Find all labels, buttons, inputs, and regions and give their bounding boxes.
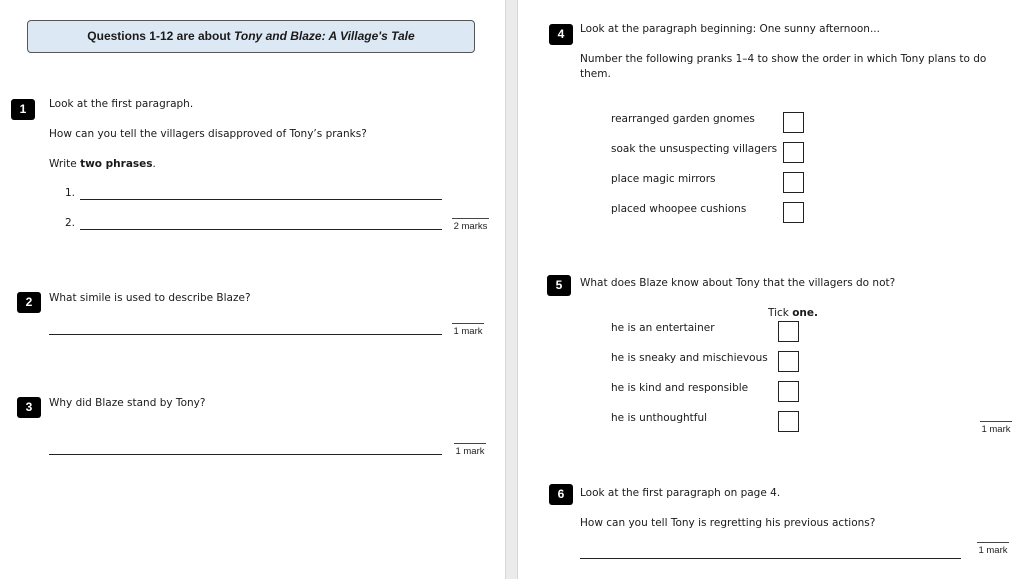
q4-option-1: rearranged garden gnomes	[611, 113, 755, 125]
q2-marks: 1 mark	[452, 323, 484, 337]
q1-marks: 2 marks	[452, 218, 489, 232]
left-page	[0, 0, 505, 579]
question-number-4: 4	[549, 24, 573, 45]
q1-answer-line-1[interactable]	[80, 199, 442, 200]
q4-order-box-1[interactable]	[783, 112, 804, 133]
q3-question: Why did Blaze stand by Tony?	[49, 397, 206, 409]
q1-instr-bold: two phrases	[80, 158, 153, 170]
q4-order-box-2[interactable]	[783, 142, 804, 163]
q3-answer-line[interactable]	[49, 454, 442, 455]
q1-line-label-2: 2.	[65, 217, 76, 229]
q5-tick-box-3[interactable]	[778, 381, 799, 402]
question-number-2: 2	[17, 292, 41, 313]
q5-tick-pre: Tick	[768, 307, 793, 319]
q5-tick-bold: one.	[792, 307, 819, 319]
q4-option-4: placed whoopee cushions	[611, 203, 747, 215]
q1-instruction	[49, 158, 156, 170]
q4-prompt: Look at the paragraph beginning: One sunny afternoon...	[580, 23, 880, 35]
q2-question: What simile is used to describe Blaze?	[49, 292, 251, 304]
q1-question: How can you tell the villagers disapproved of Tony’s pranks?	[49, 128, 367, 140]
q5-tick-box-2[interactable]	[778, 351, 799, 372]
q4-order-box-3[interactable]	[783, 172, 804, 193]
q5-marks: 1 mark	[980, 421, 1012, 435]
q1-answer-line-2[interactable]	[80, 229, 442, 230]
question-number-6: 6	[549, 484, 573, 505]
q4-option-2: soak the unsuspecting villagers	[611, 143, 778, 155]
q2-answer-line[interactable]	[49, 334, 442, 335]
q4-order-box-4[interactable]	[783, 202, 804, 223]
right-page	[518, 0, 1032, 579]
q4-instruction-line-2: them.	[580, 68, 611, 80]
q5-tick-box-4[interactable]	[778, 411, 799, 432]
question-number-5: 5	[547, 275, 571, 296]
q6-prompt: Look at the first paragraph on page 4.	[580, 487, 781, 499]
q1-instr-post: .	[152, 158, 156, 170]
section-header	[27, 20, 475, 53]
q4-option-3: place magic mirrors	[611, 173, 716, 185]
header-prefix: Questions 1-12 are about	[87, 29, 235, 43]
q6-question: How can you tell Tony is regretting his previous actions?	[580, 517, 876, 529]
q1-line-label-1: 1.	[65, 187, 76, 199]
page-gutter	[505, 0, 518, 579]
q5-option-3: he is kind and responsible	[611, 382, 749, 394]
header-title: Tony and Blaze: A Village's Tale	[234, 29, 415, 43]
q1-instr-pre: Write	[49, 158, 81, 170]
q5-tick-instruction	[768, 307, 818, 319]
q6-answer-line[interactable]	[580, 558, 961, 559]
q5-question: What does Blaze know about Tony that the villagers do not?	[580, 277, 896, 289]
question-number-1: 1	[11, 99, 35, 120]
q3-marks: 1 mark	[454, 443, 486, 457]
q4-instruction-line-1: Number the following pranks 1–4 to show the order in which Tony plans to do	[580, 53, 987, 65]
q5-option-1: he is an entertainer	[611, 322, 715, 334]
question-number-3: 3	[17, 397, 41, 418]
q5-option-4: he is unthoughtful	[611, 412, 708, 424]
q6-marks: 1 mark	[977, 542, 1009, 556]
q5-option-2: he is sneaky and mischievous	[611, 352, 768, 364]
q5-tick-box-1[interactable]	[778, 321, 799, 342]
q1-prompt: Look at the first paragraph.	[49, 98, 194, 110]
